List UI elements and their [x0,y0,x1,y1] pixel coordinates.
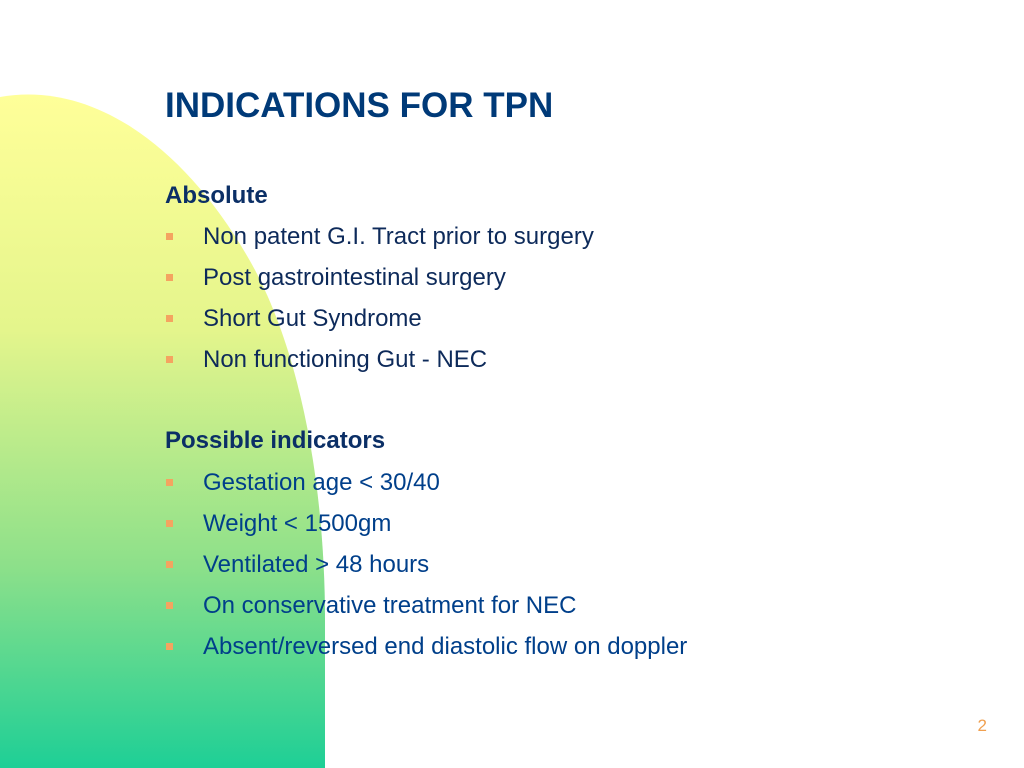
list-item-text: Non patent G.I. Tract prior to surgery [203,223,594,250]
square-bullet-icon [166,643,173,650]
list-item-text: On conservative treatment for NEC [203,592,577,619]
section-heading-possible-indicators: Possible indicators [165,427,386,454]
square-bullet-icon [166,233,173,240]
square-bullet-icon [166,356,173,363]
slide-title: INDICATIONS FOR TPN [165,86,554,125]
square-bullet-icon [166,315,173,322]
square-bullet-icon [166,520,173,527]
square-bullet-icon [166,479,173,486]
list-item-text: Gestation age < 30/40 [203,469,440,496]
square-bullet-icon [166,274,173,281]
square-bullet-icon [166,561,173,568]
list-item-text: Post gastrointestinal surgery [203,264,506,291]
section-heading-absolute: Absolute [165,182,268,209]
list-item-text: Absent/reversed end diastolic flow on doppler [203,633,688,660]
list-item-text: Weight < 1500gm [203,510,392,537]
page-number: 2 [977,716,987,735]
square-bullet-icon [166,602,173,609]
list-item-text: Short Gut Syndrome [203,305,422,332]
list-item-text: Non functioning Gut - NEC [203,346,488,373]
list-item-text: Ventilated > 48 hours [203,551,430,578]
